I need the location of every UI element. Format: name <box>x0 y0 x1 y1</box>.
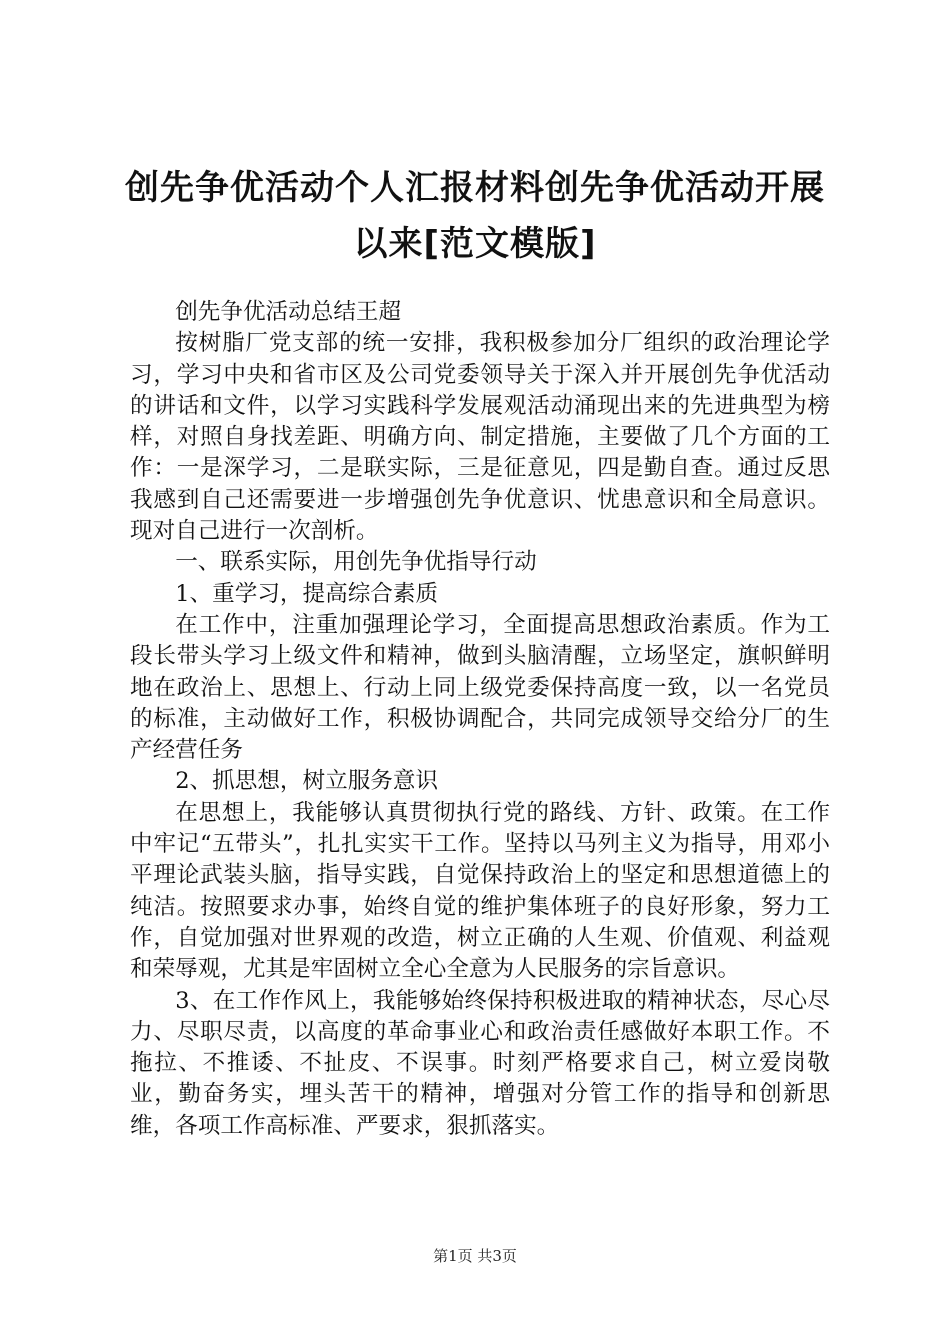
title-line-1: 创先争优活动个人汇报材料创先争优活动开展 <box>125 168 825 208</box>
subtitle-paragraph: 创先争优活动总结王超 <box>175 299 402 325</box>
title-line-2: 以来[范文模版] <box>353 224 597 264</box>
subheading-2: 2、抓思想，树立服务意识 <box>175 768 439 795</box>
body-paragraph-2: 在思想上，我能够认真贯彻执行党的路线、方针、政策。在工作中牢记“五带头”，扎扎实实干工作。坚持以马列主义为指导，用邓小平理论武装头脑，指导实践，自觉保持政治上的坚定和思想道德上的纯洁。按照要求办事，始终自觉的维护集体班子的良好形象，努力工作，自觉加强对世界观的改造，树立正确的人生观、价值观、利益观和荣辱观，尤其是牢固树立全心全意为人民服务的宗旨意识。 <box>130 799 830 983</box>
body-paragraph-1: 在工作中，注重加强理论学习，全面提高思想政治素质。作为工段长带头学习上级文件和精神，做到头脑清醒，立场坚定，旗帜鲜明地在政治上、思想上、行动上同上级党委保持高度一致，以一名党员的标准，主动做好工作，积极协调配合，共同完成领导交给分厂的生产经营任务 <box>130 611 830 764</box>
body-paragraph-3: 3、在工作作风上，我能够始终保持积极进取的精神状态，尽心尽力、尽职尽责，以高度的革命事业心和政治责任感做好本职工作。不拖拉、不推诿、不扯皮、不误事。时刻严格要求自己，树立爱岗敬业，勤奋务实，埋头苦干的精神，增强对分管工作的指导和创新思维，各项工作高标准、严要求，狠抓落实。 <box>130 987 830 1139</box>
intro-paragraph: 按树脂厂党支部的统一安排，我积极参加分厂组织的政治理论学习，学习中央和省市区及公司党委领导关于深入并开展创先争优活动的讲话和文件，以学习实践科学发展观活动涌现出来的先进典型为榜样，对照自身找差距、明确方向、制定措施，主要做了几个方面的工作：一是深学习，二是联实际，三是征意见，四是勤自查。通过反思我感到自己还需要进一步增强创先争优意识、忧患意识和全局意识。现对自己进行一次剖析。 <box>130 330 830 545</box>
document-body <box>130 297 830 1205</box>
section-heading: 一、联系实际，用创先争优指导行动 <box>175 549 537 576</box>
subheading-1: 1、重学习，提高综合素质 <box>175 580 439 607</box>
document-title <box>118 160 832 272</box>
page-number-footer: 第1页 共3页 <box>433 1247 517 1265</box>
